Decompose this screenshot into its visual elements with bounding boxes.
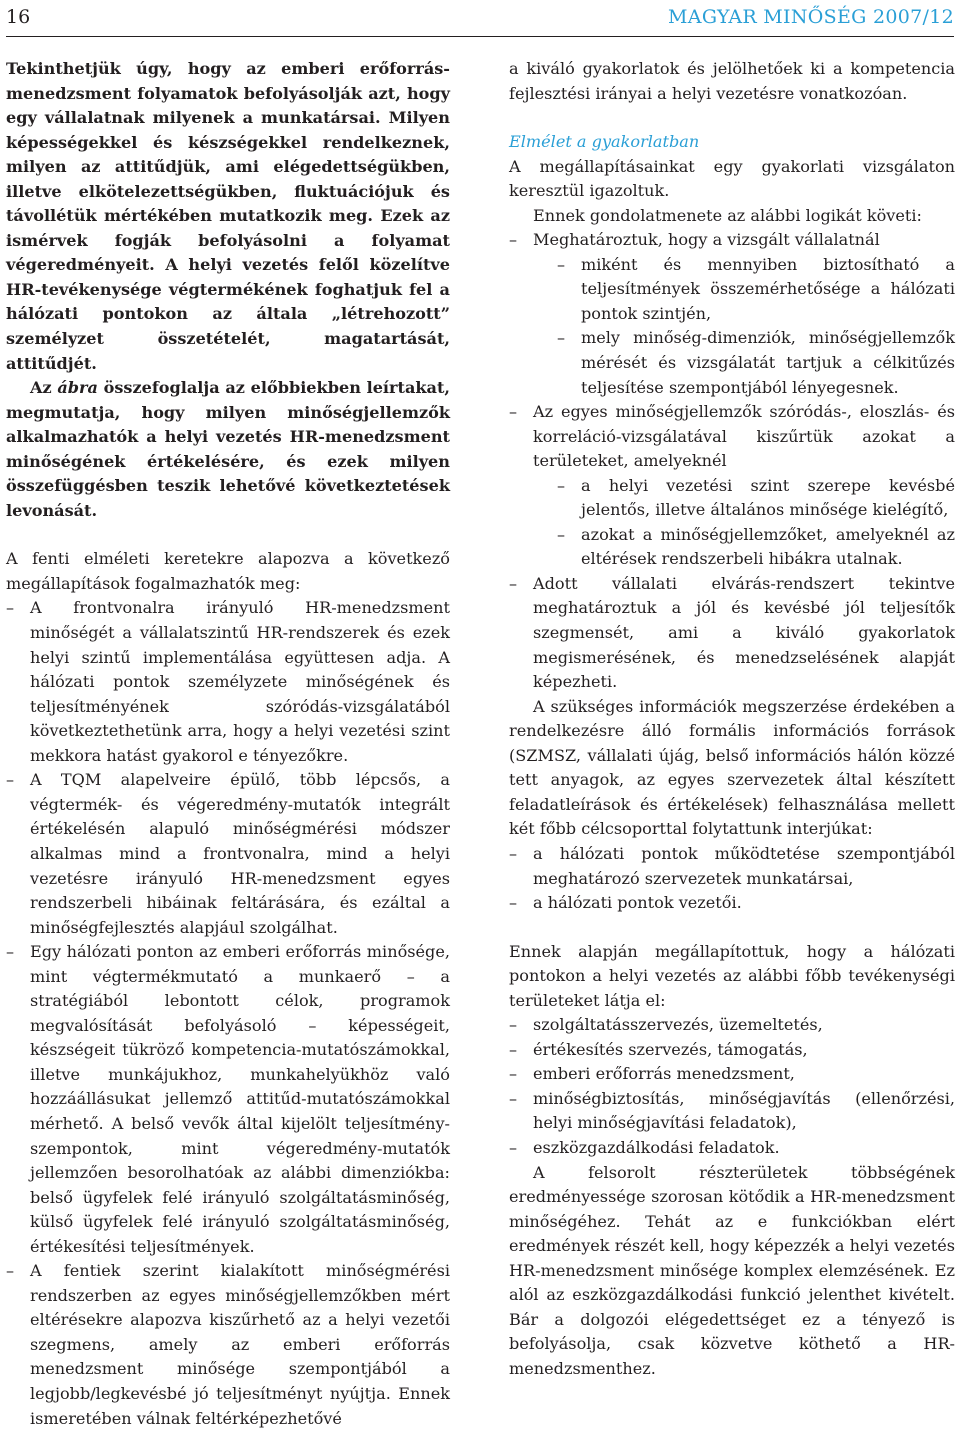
sub-list-item: – a helyi vezetési szint szerepe kevésbé jelentős, illetve általános minősége kielégítő, (533, 474, 955, 523)
section-heading: Elmélet a gyakorlatban (509, 132, 700, 152)
continued-paragraph: a kiváló gyakorlatok és jelölhetőek ki a kompetencia fejlesztési irányai a helyi vezetésre vonatkozóan. (509, 59, 955, 103)
list-item: – Egy hálózati ponton az emberi erőforrás minősége, mint végtermékmutató a munkaerő – a stratégiából lebontott célok, programok megvalósítását befolyásoló – képességeit, készségeit tükröző kompetencia-mutatószámokkal, illetve munkájukhoz, munkahelyükhöz való hozzáállásukat jellemző attitűd-mutatószámokkal mérhető. A belső vevők által kijelölt teljesítmény-szempontok, mint végeredmény-mutatók jellemzően besorolhatóak az alábbi dimenziókba: belső ügyfelek felé irányuló szolgáltatásminőség, külső ügyfelek felé irányuló szolgáltatásminőség, értékesítési teljesítmények. (6, 940, 450, 1259)
list-item: – szolgáltatásszervezés, üzemeltetés, (509, 1013, 955, 1038)
list-item: – A TQM alapelveire épülő, több lépcsős, a végtermék- és végeredmény-mutatók integrált értékelésén alapuló minőségmérési módszer alkalmas mind a frontvonalra, mind a helyi vezetésre irányuló HR-menedzsment egyes rendszerbeli hibáinak feltárására, és ezáltal a minőségfejlesztés alapjául szolgálhat. (6, 768, 450, 940)
target-list (509, 842, 955, 916)
bold-paragraph-2: Az ábra összefoglalja az előbbiekben leírtakat, megmutatja, hogy milyen minőségjellemzők alkalmazhatók a helyi vezetés HR-menedzsment minőségének értékelésére, és ezek milyen összefüggésben teszik lehetővé következtetések levonását. (6, 378, 451, 520)
practice-paragraph: A megállapításainkat egy gyakorlati vizsgálaton keresztül igazoltuk. (509, 156, 955, 201)
areas-intro: Ennek alapján megállapítottuk, hogy a hálózati pontokon a helyi vezetés az alábbi főbb tevékenységi területeket látja el: (509, 941, 955, 1010)
logic-list (509, 228, 955, 694)
areas-list (509, 1013, 955, 1160)
page-header (6, 2, 954, 36)
list-item: – Az egyes minőségjellemzők szóródás-, eloszlás- és korreláció-vizsgálatával kiszűrtük azokat a területeket, amelyeknél – a helyi vezetési szint szerepe kevésbé jelentős, illetve általános minősége kielégítő, – azokat a minőségjellemzőket, amelyeknél az eltérések rendszerbeli hibákra utalnak. (509, 400, 955, 572)
findings-list (6, 596, 450, 1431)
figure-reference: ábra (57, 378, 98, 398)
list-item: – minőségbiztosítás, minőségjavítás (ellenőrzési, helyi minőségjavítási feladatok), (509, 1087, 955, 1136)
list-item: – A fentiek szerint kialakított minőségmérési rendszerben az egyes minőségjellemzőkben mért eltérésekre alapozva kiszűrhető az a helyi vezetői szegmens, amely az emberi erőforrás menedzsment minősége szempontjából a legjobb/legkevésbé jó teljesítményt nyújtja. Ennek ismeretében válnak feltérképezhetővé (6, 1259, 450, 1431)
sub-list-item: – mely minőség-dimenziók, minőségjellemzők mérését és vizsgálatát tartjuk a célkitűzés teljesítése szempontjából lényegesnek. (533, 326, 955, 400)
final-paragraph: A felsorolt részterületek többségének eredményessége szorosan kötődik a HR-menedzsment minőségéhez. Tehát az e funkciókban elért eredmények részét kell, hogy képezzék a helyi vezetés HR-menedzsment minősége komplex elemzésének. Ez alól az eszközgazdálkodási funkció jelenthet kivételt. Bár a dolgozói elégedettséget ez a tényező is befolyásolja, csak közvetve köthető a HR-menedzsmenthez. (509, 1162, 955, 1378)
bold-paragraph-1: Tekinthetjük úgy, hogy az emberi erőforrás-menedzsment folyamatok befolyásolják azt, hogy egy vállalatnak milyenek a munkatársai. Milyen képességekkel és készségekkel rendelkeznek, milyen az attitűdjük, ami elégedettségükben, illetve elkötelezettségükben, fluktuációjuk és távollétük mértékében mutatkozik meg. Ezek az ismérvek fogják befolyásolni a folyamat végeredményeit. A helyi vezetés felől közelítve HR-tevékenysége végtermékének foghatjuk fel a hálózati pontokon az általa „létrehozott” személyzet összetételét, magatartását, attitűdjét. (6, 59, 450, 373)
sub-list (533, 253, 955, 400)
sub-list-item: – azokat a minőségjellemzőket, amelyeknél az eltérések rendszerbeli hibákra utalnak. (533, 523, 955, 572)
left-column (6, 57, 450, 1431)
sub-list (533, 474, 955, 572)
list-item: – emberi erőforrás menedzsment, (509, 1062, 955, 1087)
logic-intro: Ennek gondolatmenete az alábbi logikát követi: (533, 205, 922, 225)
list-item: – A frontvonalra irányuló HR-menedzsment minőségét a vállalatszintű HR-rendszerek és ezek helyi szintű implementálása együttesen adja. A hálózati pontok személyzete minőségének és teljesítményének szóródás-vizsgálatából következtethetünk arra, hogy a helyi vezetési szint mekkora hatást gyakorol e tényezőkre. (6, 596, 450, 768)
sub-list-item: – miként és mennyiben biztosítható a teljesítmények összemérhetősége a hálózati pontok szintjén, (533, 253, 955, 327)
list-item: – Meghatároztuk, hogy a vizsgált vállalatnál – miként és mennyiben biztosítható a teljesítmények összemérhetősége a hálózati pontok szintjén, – mely minőség-dimenziók, minőségjellemzők mérését és vizsgálatát tartjuk a célkitűzés teljesítése szempontjából lényegesnek. (509, 228, 955, 400)
list-item: – értékesítés szervezés, támogatás, (509, 1038, 955, 1063)
page-number: 16 (6, 6, 31, 28)
findings-intro: A fenti elméleti keretekre alapozva a következő megállapítások fogalmazhatók meg: (6, 549, 450, 593)
running-head: MAGYAR MINŐSÉG 2007/12 (668, 6, 954, 28)
header-rule (6, 36, 954, 37)
info-paragraph: A szükséges információk megszerzése érdekében a rendelkezésre álló formális információs források (SZMSZ, vállalati újág, belső információs hálón közzé tett anyagok, az egyes szervezetek által készített feladatleírások és értékelések) felhasználása mellett két főbb célcsoporttal folytattunk interjúkat: (509, 696, 955, 839)
list-item: – eszközgazdálkodási feladatok. (509, 1136, 955, 1161)
list-item: – a hálózati pontok működtetése szempontjából meghatározó szervezetek munkatársai, (509, 842, 955, 891)
list-item: – a hálózati pontok vezetői. (509, 891, 955, 916)
right-column (509, 57, 955, 1381)
list-item: – Adott vállalati elvárás-rendszert tekintve meghatároztuk a jól és kevésbé jól teljesítők szegmensét, ami a kiváló gyakorlatok megismerésének, és menedzselésének alapját képezheti. (509, 572, 955, 695)
